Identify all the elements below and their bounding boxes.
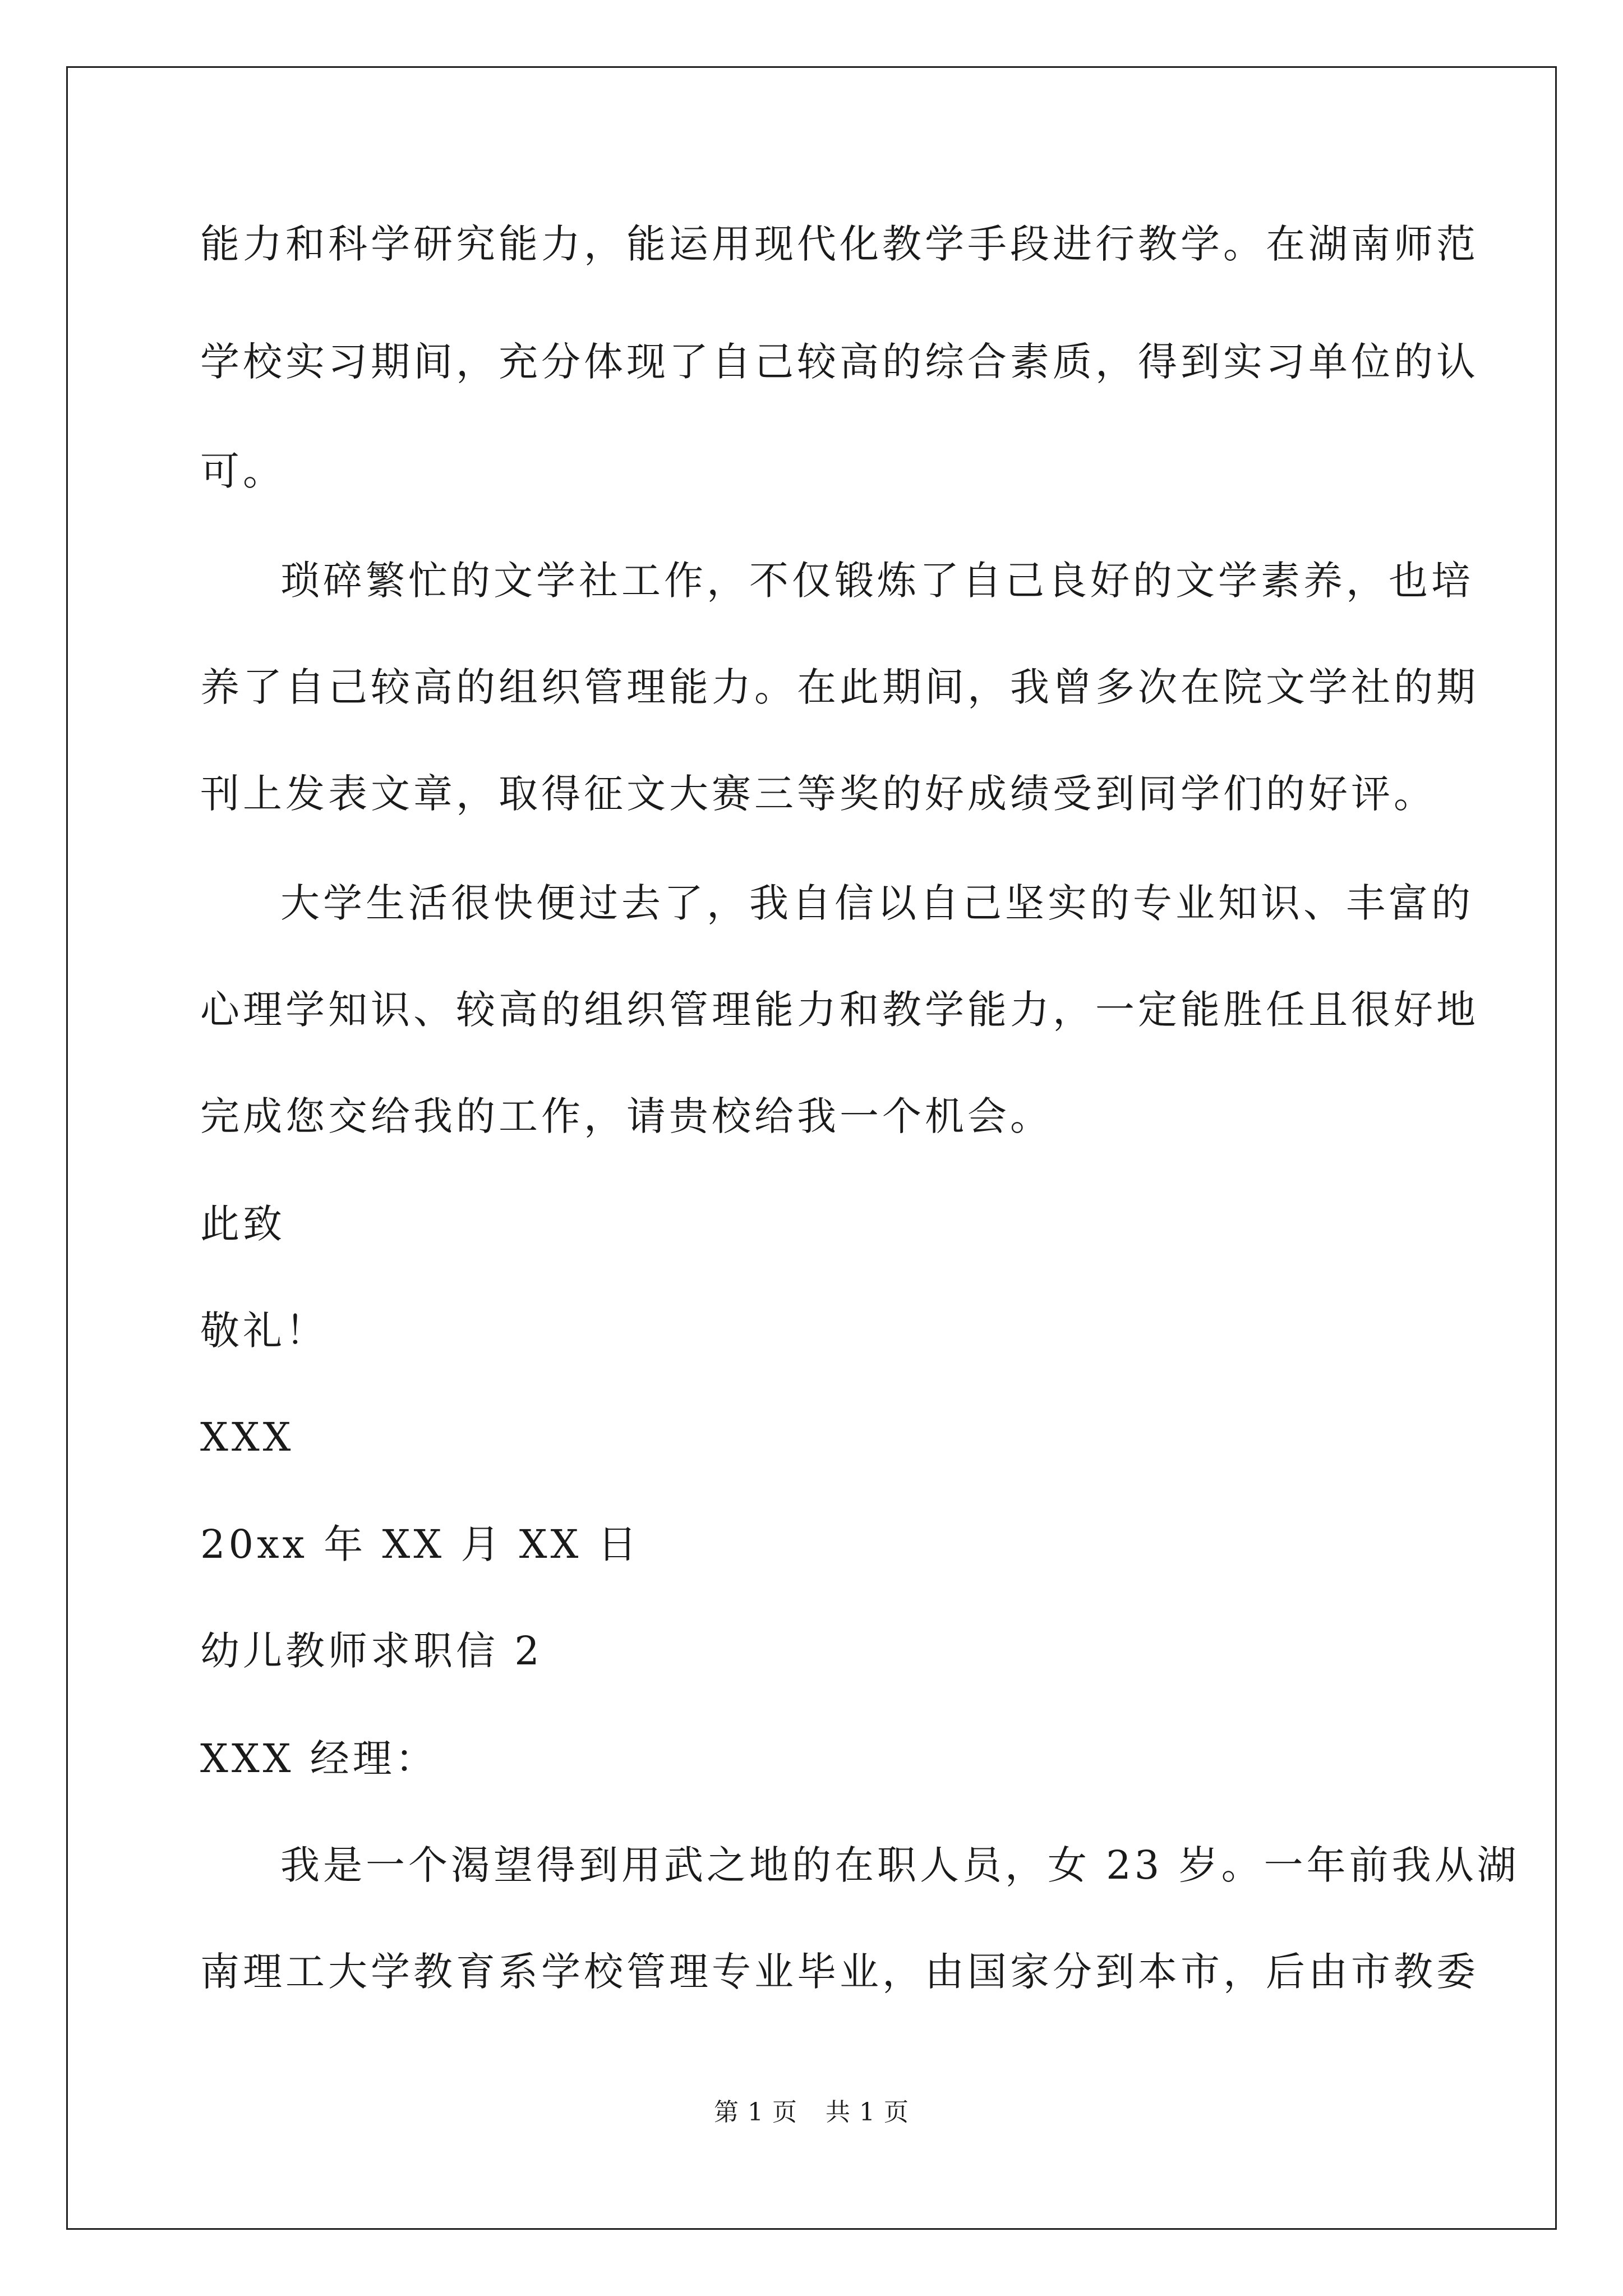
closing-salutation: 此致 xyxy=(200,1201,285,1247)
paragraph-line: 养了自己较高的组织管理能力。在此期间，我曾多次在院文学社的期 xyxy=(200,664,1479,710)
signature-date: 20xx 年 XX 月 XX 日 xyxy=(200,1521,640,1567)
page-footer xyxy=(0,2097,1623,2128)
closing-respect: 敬礼！ xyxy=(200,1308,328,1354)
paragraph-line: 琐碎繁忙的文学社工作，不仅锻炼了自己良好的文学素养，也培 xyxy=(280,558,1474,604)
paragraph-line: 刊上发表文章，取得征文大赛三等奖的好成绩受到同学们的好评。 xyxy=(200,771,1436,817)
paragraph-line: 完成您交给我的工作，请贵校给我一个机会。 xyxy=(200,1093,1053,1139)
paragraph-line: 南理工大学教育系学校管理专业毕业，由国家分到本市，后由市教委 xyxy=(200,1949,1479,1995)
paragraph-line: 大学生活很快便过去了，我自信以自己坚实的专业知识、丰富的 xyxy=(280,880,1474,926)
paragraph-line: 心理学知识、较高的组织管理能力和教学能力，一定能胜任且很好地 xyxy=(200,987,1479,1033)
paragraph-line: 学校实习期间，充分体现了自己较高的综合素质，得到实习单位的认 xyxy=(200,339,1479,385)
section-title: 幼儿教师求职信 2 xyxy=(200,1628,543,1674)
signature-name: XXX xyxy=(200,1414,294,1460)
page-total: 共 1 页 xyxy=(826,2098,909,2127)
paragraph-line: 能力和科学研究能力，能运用现代化教学手段进行教学。在湖南师范 xyxy=(200,221,1479,267)
paragraph-line: 可。 xyxy=(200,448,285,494)
paragraph-line: 我是一个渴望得到用武之地的在职人员，女 23 岁。一年前我从湖 xyxy=(280,1842,1520,1888)
letter-greeting: XXX 经理： xyxy=(200,1736,438,1782)
page-number: 第 1 页 xyxy=(714,2098,797,2127)
page-border xyxy=(66,66,1557,2230)
